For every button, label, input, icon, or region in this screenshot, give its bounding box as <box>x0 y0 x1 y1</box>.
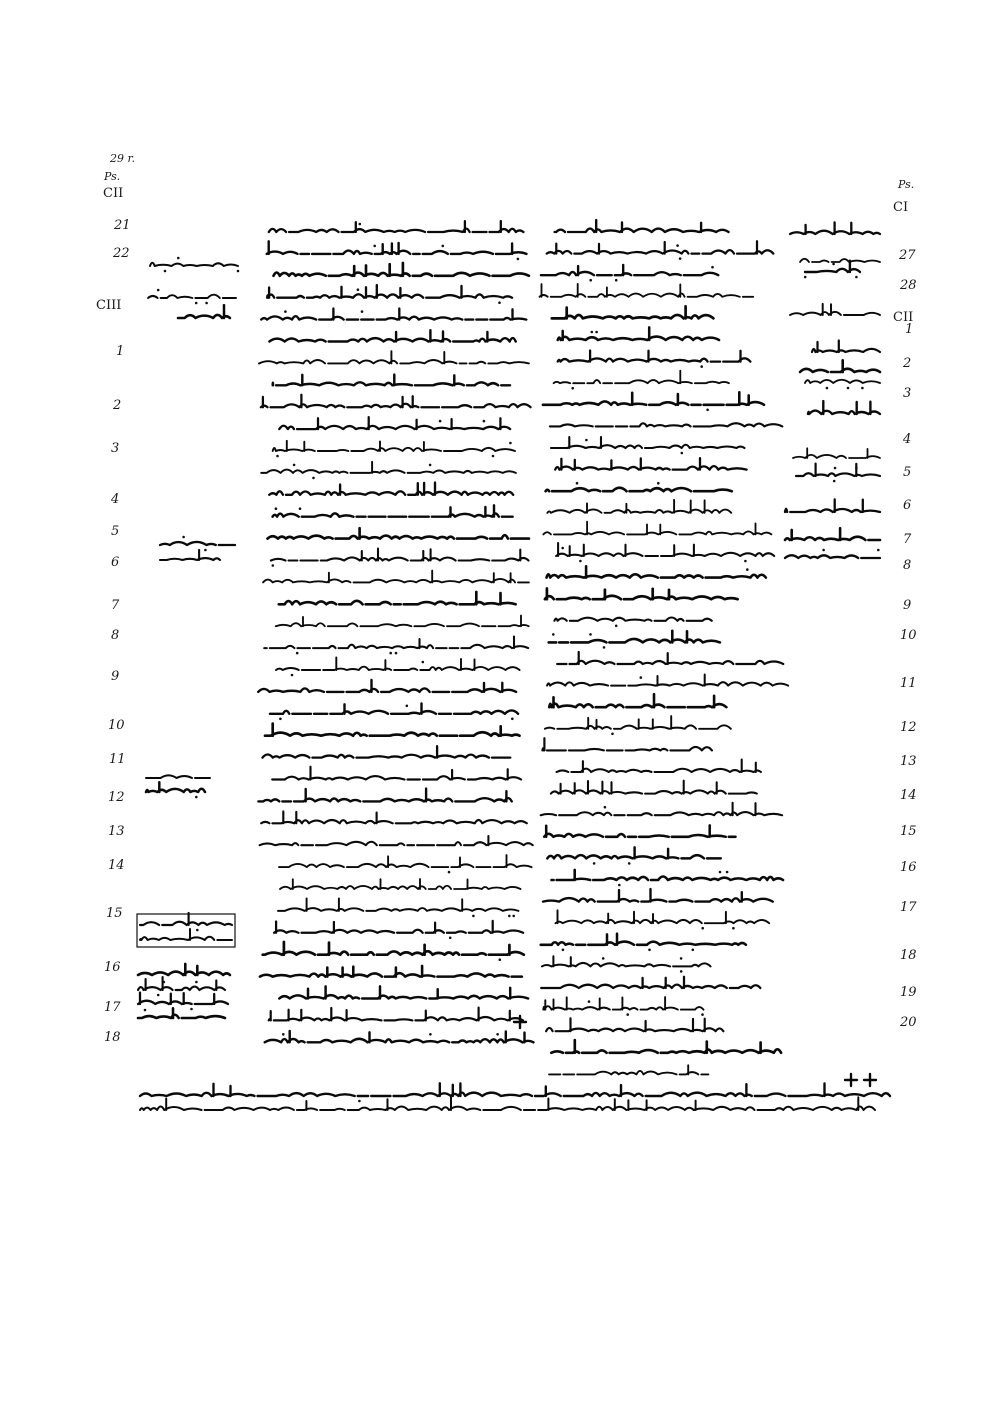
diacritic-dot <box>701 1013 704 1016</box>
right-verse-number: 5 <box>903 465 912 480</box>
diacritic-dot <box>282 1033 285 1036</box>
left-verse-number: 9 <box>111 669 120 684</box>
left-column-script-line <box>274 921 523 933</box>
diacritic-dot <box>657 482 660 485</box>
left-column-script-line <box>263 571 529 583</box>
diacritic-dot <box>195 796 198 799</box>
left-margin-gloss <box>148 295 236 298</box>
left-verse-number: 14 <box>108 858 125 873</box>
diacritic-dot <box>296 652 299 655</box>
diacritic-dot <box>681 452 684 455</box>
right-column-script-line <box>543 889 773 902</box>
left-column-script-line <box>269 1008 523 1021</box>
diacritic-dot <box>196 929 199 932</box>
right-column-script-line <box>551 781 757 794</box>
right-column-script-line <box>548 437 744 448</box>
diacritic-dot <box>576 482 579 485</box>
right-column-script-line <box>540 284 754 297</box>
diacritic-dot <box>276 455 279 458</box>
diacritic-dot <box>700 365 703 368</box>
diacritic-dot <box>680 970 683 973</box>
right-verse-number: 7 <box>903 532 912 547</box>
right-margin-gloss <box>793 464 880 476</box>
diacritic-dot <box>492 455 495 458</box>
diacritic-dot <box>361 310 364 313</box>
left-margin-gloss <box>138 977 225 990</box>
right-margin-gloss <box>785 528 880 540</box>
right-margin-gloss <box>793 448 880 458</box>
left-verse-number: 5 <box>111 524 120 539</box>
diacritic-dot <box>164 270 167 273</box>
diacritic-dot <box>571 387 574 390</box>
diacritic-dot <box>744 560 747 563</box>
right-psalm-number: CI <box>893 200 909 215</box>
diacritic-dot <box>284 310 287 313</box>
left-column-script-line <box>273 441 515 451</box>
diacritic-dot <box>877 549 880 552</box>
diacritic-dot <box>552 633 555 636</box>
left-verse-number: 11 <box>109 752 126 767</box>
right-column-script-line <box>552 220 729 232</box>
right-column-script-line <box>546 488 732 491</box>
right-column-script-line <box>543 522 771 535</box>
left-verse-number: 13 <box>108 824 125 839</box>
right-column-script-line <box>542 956 711 966</box>
left-verse-number: 2 <box>113 398 122 413</box>
diacritic-dot <box>144 1009 147 1012</box>
right-column-script-line <box>549 306 714 318</box>
left-column-script-line <box>276 616 529 627</box>
left-margin-gloss <box>135 1008 225 1018</box>
right-column-script-line <box>555 458 746 470</box>
diacritic-dot <box>177 257 180 260</box>
diacritic-dot <box>602 957 605 960</box>
diacritic-dot <box>618 884 621 887</box>
right-verse-number: 6 <box>903 498 912 513</box>
diacritic-dot <box>855 467 858 470</box>
left-verse-number: 3 <box>111 441 120 456</box>
left-column-script-line <box>265 1031 534 1042</box>
left-column-script-line <box>261 395 531 408</box>
left-margin-gloss <box>140 929 232 940</box>
right-verse-number: 10 <box>900 628 917 643</box>
diacritic-dot <box>833 480 836 483</box>
left-verse-number: 16 <box>104 960 121 975</box>
diacritic-dot <box>861 387 864 390</box>
diacritic-dot <box>711 266 714 269</box>
right-column-script-line <box>551 1040 781 1053</box>
right-verse-number: 14 <box>900 788 917 803</box>
diacritic-dot <box>272 564 275 567</box>
diacritic-dot <box>804 276 807 279</box>
diacritic-dot <box>593 862 596 865</box>
diacritic-dot <box>395 652 398 655</box>
right-column-script-line <box>546 1018 723 1031</box>
left-column-script-line <box>268 528 529 538</box>
diacritic-dot <box>588 1000 591 1003</box>
diacritic-dot <box>611 733 614 736</box>
left-column-script-line <box>269 221 524 232</box>
right-verse-number: 17 <box>900 900 917 915</box>
diacritic-dot <box>719 871 722 874</box>
diacritic-dot <box>204 549 207 552</box>
right-column-script-line <box>556 543 774 556</box>
right-column-script-line <box>546 1065 708 1074</box>
right-verse-number: 15 <box>900 824 917 839</box>
right-column-script-line <box>558 351 751 362</box>
left-column-script-line <box>276 657 520 670</box>
diacritic-dot <box>449 937 452 940</box>
left-margin-gloss <box>143 775 210 778</box>
diacritic-dot <box>604 806 607 809</box>
right-verse-number: 18 <box>900 948 917 963</box>
right-margin-gloss <box>785 555 880 558</box>
diacritic-dot <box>442 245 445 248</box>
diacritic-dot <box>512 915 515 918</box>
right-verse-number: 16 <box>900 860 917 875</box>
right-column-script-line <box>543 997 703 1010</box>
left-margin-gloss <box>138 993 228 1005</box>
left-column-script-line <box>258 462 516 473</box>
diacritic-dot <box>483 420 486 423</box>
diacritic-dot <box>615 625 618 628</box>
left-margin-gloss <box>138 964 230 975</box>
left-column-script-line <box>269 330 515 341</box>
diacritic-dot <box>680 957 683 960</box>
diacritic-dot <box>163 981 166 984</box>
right-verse-number: 11 <box>900 676 917 691</box>
right-column-script-line <box>549 870 784 880</box>
left-column-script-line <box>276 855 532 867</box>
right-column-script-line <box>556 910 770 923</box>
left-column-script-line <box>261 309 526 320</box>
diacritic-dot <box>312 477 315 480</box>
diacritic-dot <box>855 276 858 279</box>
right-column-script-line <box>547 675 788 686</box>
diacritic-dot <box>589 633 592 636</box>
diacritic-dot <box>732 927 735 930</box>
right-verse-number: 8 <box>903 558 912 573</box>
right-verse-number: 28 <box>900 278 917 293</box>
folio-number: 29 r. <box>110 152 136 165</box>
left-column-script-line <box>273 505 513 516</box>
right-margin-gloss <box>812 341 880 353</box>
right-margin-gloss <box>800 360 880 372</box>
diacritic-dot <box>517 258 520 261</box>
left-margin-gloss <box>137 913 232 925</box>
left-margin-gloss <box>146 782 205 792</box>
diacritic-dot <box>373 245 376 248</box>
right-column-script-line <box>545 589 738 600</box>
diacritic-dot <box>357 288 360 291</box>
diacritic-dot <box>291 674 294 677</box>
right-column-script-line <box>544 825 735 836</box>
diacritic-dot <box>429 464 432 467</box>
diacritic-dot <box>591 331 594 334</box>
left-ps-label: Ps. <box>104 170 121 183</box>
diacritic-dot <box>585 439 588 442</box>
diacritic-dot <box>826 387 829 390</box>
diacritic-dot <box>299 507 302 510</box>
cross-ornament <box>864 1074 876 1086</box>
right-column-script-line <box>554 760 761 773</box>
right-column-script-line <box>538 977 760 988</box>
right-verse-number: 2 <box>903 356 912 371</box>
diacritic-dot <box>562 949 565 952</box>
right-column-script-line <box>554 371 729 384</box>
diacritic-dot <box>692 949 695 952</box>
diacritic-dot <box>448 871 451 874</box>
diacritic-dot <box>822 549 825 552</box>
left-verse-number: 21 <box>114 218 131 233</box>
right-column-script-line <box>538 265 718 275</box>
left-verse-number: 10 <box>108 718 125 733</box>
right-column-script-line <box>547 423 782 426</box>
right-verse-number: 20 <box>900 1015 917 1030</box>
right-margin-gloss <box>800 259 880 262</box>
right-ps-label: Ps. <box>898 178 915 191</box>
left-verse-number: 1 <box>116 344 125 359</box>
right-verse-number: 12 <box>900 720 917 735</box>
left-column-script-line <box>271 549 529 561</box>
right-margin-gloss <box>790 222 880 234</box>
diacritic-dot <box>640 676 643 679</box>
left-column-script-line <box>261 637 528 649</box>
left-verse-number: 18 <box>104 1030 121 1045</box>
diacritic-dot <box>293 464 296 467</box>
diacritic-dot <box>626 1013 629 1016</box>
right-section-marker: CII <box>893 310 914 325</box>
right-column-script-line <box>547 847 720 858</box>
right-column-script-line <box>546 631 720 643</box>
left-column-script-line <box>276 417 510 429</box>
diacritic-dot <box>358 1100 361 1103</box>
diacritic-dot <box>498 301 501 304</box>
right-column-script-line <box>542 738 712 750</box>
left-column-script-line <box>267 703 518 713</box>
diacritic-dot <box>275 507 278 510</box>
left-column-script-line <box>255 789 511 802</box>
right-margin-gloss <box>808 401 880 414</box>
diacritic-dot <box>499 958 502 961</box>
right-verse-number: 9 <box>903 598 912 613</box>
diacritic-dot <box>676 244 679 247</box>
diacritic-dot <box>648 949 651 952</box>
left-psalm-number: CII <box>103 186 124 201</box>
diacritic-dot <box>595 331 598 334</box>
left-column-script-line <box>260 836 533 845</box>
left-column-script-line <box>260 966 522 977</box>
diacritic-dot <box>472 915 475 918</box>
left-column-script-line <box>263 746 511 758</box>
right-column-script-line <box>545 716 731 729</box>
diacritic-dot <box>205 302 208 305</box>
right-column-script-line <box>554 652 783 664</box>
colophon-line <box>140 1097 875 1110</box>
diacritic-dot <box>579 560 582 563</box>
left-column-script-line <box>261 812 527 824</box>
diacritic-dot <box>406 705 409 708</box>
diacritic-dot <box>182 536 185 539</box>
right-verse-number: 27 <box>899 248 916 263</box>
diacritic-dot <box>237 270 240 273</box>
diacritic-dot <box>359 223 362 226</box>
diacritic-dot <box>726 871 729 874</box>
diacritic-dot <box>511 718 514 721</box>
diacritic-dot <box>439 420 442 423</box>
diacritic-dot <box>834 467 837 470</box>
right-column-script-line <box>549 694 726 707</box>
cross-ornament <box>845 1074 857 1086</box>
diacritic-dot <box>422 661 425 664</box>
left-column-script-line <box>260 942 524 955</box>
diacritic-dot <box>589 279 592 282</box>
diacritic-dot <box>847 387 850 390</box>
right-margin-gloss <box>785 499 880 512</box>
diacritic-dot <box>701 927 704 930</box>
right-column-script-line <box>554 618 711 621</box>
left-column-script-line <box>275 899 518 911</box>
diacritic-dot <box>561 547 564 550</box>
diacritic-dot <box>706 409 709 412</box>
left-verse-number: 7 <box>111 598 120 613</box>
left-column-script-line <box>269 483 513 495</box>
right-column-script-line <box>538 934 746 945</box>
right-verse-number: 1 <box>905 322 914 337</box>
left-column-script-line <box>274 263 529 276</box>
boxed-margin-gloss <box>137 914 235 947</box>
left-verse-number: 8 <box>111 628 120 643</box>
left-column-script-line <box>273 375 510 386</box>
right-column-script-line <box>547 566 766 577</box>
colophon-line <box>140 1083 890 1096</box>
diacritic-dot <box>508 915 511 918</box>
left-verse-number: 4 <box>111 492 120 507</box>
left-margin-gloss <box>157 550 220 560</box>
diacritic-dot <box>832 263 835 266</box>
left-verse-number: 17 <box>104 1000 121 1015</box>
left-column-script-line <box>269 767 521 780</box>
left-margin-gloss <box>160 542 235 545</box>
diacritic-dot <box>679 257 682 260</box>
left-margin-gloss <box>175 305 230 318</box>
right-column-script-line <box>547 241 774 253</box>
right-verse-number: 3 <box>903 386 912 401</box>
diacritic-dot <box>496 1033 499 1036</box>
diacritic-dot <box>603 646 606 649</box>
left-section-marker: CIII <box>96 298 122 313</box>
left-column-script-line <box>262 724 519 736</box>
diacritic-dot <box>190 1008 193 1011</box>
right-column-script-line <box>558 327 719 340</box>
left-verse-number: 6 <box>111 555 120 570</box>
right-verse-number: 13 <box>900 754 917 769</box>
diacritic-dot <box>195 981 198 984</box>
diacritic-dot <box>615 279 618 282</box>
diacritic-dot <box>195 302 198 305</box>
diacritic-dot <box>157 289 160 292</box>
left-verse-number: 15 <box>106 906 123 921</box>
diacritic-dot <box>628 862 631 865</box>
left-verse-number: 22 <box>113 246 130 261</box>
left-column-script-line <box>267 285 512 298</box>
left-column-script-line <box>280 879 520 889</box>
diacritic-dot <box>429 1033 432 1036</box>
left-verse-number: 12 <box>108 790 125 805</box>
right-verse-number: 19 <box>900 985 917 1000</box>
right-verse-number: 4 <box>903 432 912 447</box>
left-margin-gloss <box>150 263 238 266</box>
diacritic-dot <box>746 568 749 571</box>
left-column-script-line <box>279 986 528 998</box>
left-column-script-line <box>258 680 516 692</box>
left-column-script-line <box>276 592 516 604</box>
right-column-script-line <box>547 500 731 513</box>
right-column-script-line <box>540 392 764 405</box>
right-margin-gloss <box>790 304 880 315</box>
diacritic-dot <box>509 442 512 445</box>
left-column-script-line <box>256 351 529 363</box>
diacritic-dot <box>279 718 282 721</box>
diacritic-dot <box>389 652 392 655</box>
right-margin-gloss <box>805 380 880 383</box>
left-column-script-line <box>267 241 527 254</box>
diacritic-dot <box>157 994 160 997</box>
right-column-script-line <box>541 803 782 815</box>
